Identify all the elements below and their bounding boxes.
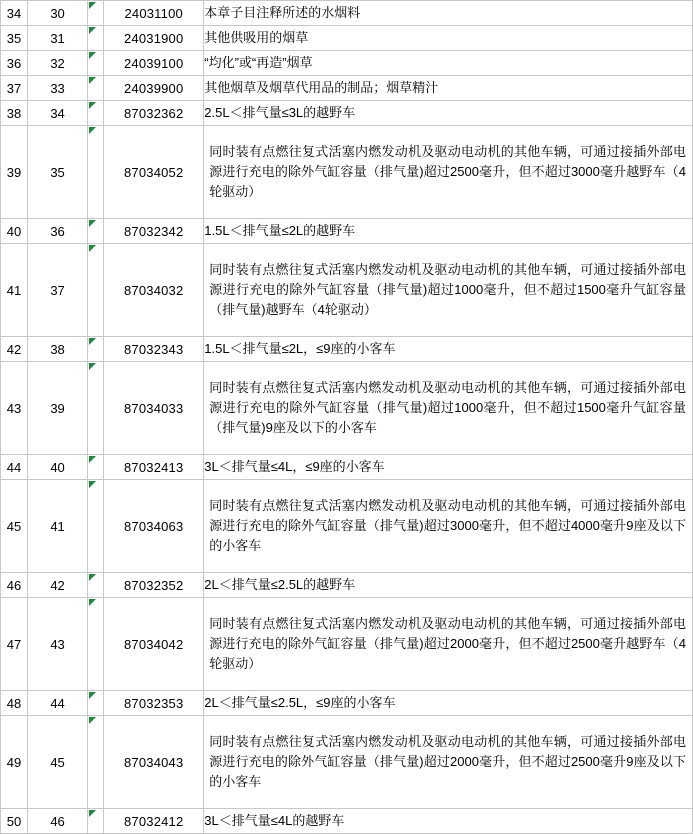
sequence-cell[interactable]: 33 (28, 76, 88, 101)
sequence-cell[interactable]: 35 (28, 126, 88, 219)
sequence-cell[interactable]: 36 (28, 219, 88, 244)
table-row[interactable] (1, 455, 693, 480)
green-corner-marker-icon (89, 52, 96, 59)
flag-cell[interactable] (88, 362, 104, 455)
hs-code-cell[interactable]: 24039100 (104, 51, 204, 76)
table-row[interactable] (1, 101, 693, 126)
row-header-cell[interactable]: 46 (1, 573, 28, 598)
row-header-cell[interactable]: 39 (1, 126, 28, 219)
green-corner-marker-icon (89, 363, 96, 370)
flag-cell[interactable] (88, 337, 104, 362)
row-header-cell[interactable]: 35 (1, 26, 28, 51)
row-header-cell[interactable]: 38 (1, 101, 28, 126)
row-header-cell[interactable]: 34 (1, 1, 28, 26)
sequence-cell[interactable]: 38 (28, 337, 88, 362)
table-row[interactable] (1, 244, 693, 337)
description-cell[interactable]: 2.5L＜排气量≤3L的越野车 (204, 101, 693, 126)
flag-cell[interactable] (88, 1, 104, 26)
description-cell[interactable]: 1.5L＜排气量≤2L的越野车 (204, 219, 693, 244)
description-cell[interactable]: 本章子目注释所述的水烟料 (204, 1, 693, 26)
spreadsheet-body (1, 1, 693, 834)
sequence-cell[interactable]: 39 (28, 362, 88, 455)
description-cell[interactable]: 同时装有点燃往复式活塞内燃发动机及驱动电动机的其他车辆，可通过接插外部电源进行充电的除外气缸容量（排气量)超过2000毫升，但不超过2500毫升越野车（4轮驱动） (204, 598, 693, 691)
description-cell[interactable]: 同时装有点燃往复式活塞内燃发动机及驱动电动机的其他车辆，可通过接插外部电源进行充电的除外气缸容量（排气量)超过2500毫升，但不超过3000毫升越野车（4轮驱动） (204, 126, 693, 219)
sequence-cell[interactable]: 31 (28, 26, 88, 51)
green-corner-marker-icon (89, 574, 96, 581)
flag-cell[interactable] (88, 51, 104, 76)
row-header-cell[interactable]: 40 (1, 219, 28, 244)
table-row[interactable] (1, 1, 693, 26)
hs-code-cell[interactable]: 87032353 (104, 691, 204, 716)
description-cell[interactable]: 1.5L＜排气量≤2L，≤9座的小客车 (204, 337, 693, 362)
table-row[interactable] (1, 51, 693, 76)
green-corner-marker-icon (89, 27, 96, 34)
sequence-cell[interactable]: 46 (28, 809, 88, 834)
table-row[interactable] (1, 219, 693, 244)
row-header-cell[interactable]: 36 (1, 51, 28, 76)
table-row[interactable] (1, 716, 693, 809)
green-corner-marker-icon (89, 599, 96, 606)
green-corner-marker-icon (89, 220, 96, 227)
description-cell[interactable]: 2L＜排气量≤2.5L，≤9座的小客车 (204, 691, 693, 716)
flag-cell[interactable] (88, 219, 104, 244)
flag-cell[interactable] (88, 716, 104, 809)
hs-code-cell[interactable]: 87034063 (104, 480, 204, 573)
description-cell[interactable]: 2L＜排气量≤2.5L的越野车 (204, 573, 693, 598)
green-corner-marker-icon (89, 127, 96, 134)
row-header-cell[interactable]: 48 (1, 691, 28, 716)
row-header-cell[interactable]: 43 (1, 362, 28, 455)
sequence-cell[interactable]: 40 (28, 455, 88, 480)
hs-code-cell[interactable]: 24031100 (104, 1, 204, 26)
sequence-cell[interactable]: 42 (28, 573, 88, 598)
hs-code-cell[interactable]: 87034033 (104, 362, 204, 455)
description-cell[interactable]: 同时装有点燃往复式活塞内燃发动机及驱动电动机的其他车辆，可通过接插外部电源进行充电的除外气缸容量（排气量)超过1000毫升，但不超过1500毫升气缸容量（排气量)越野车（4轮驱动） (204, 244, 693, 337)
flag-cell[interactable] (88, 126, 104, 219)
sequence-cell[interactable]: 45 (28, 716, 88, 809)
green-corner-marker-icon (89, 717, 96, 724)
sequence-cell[interactable]: 44 (28, 691, 88, 716)
hs-code-cell[interactable]: 24039900 (104, 76, 204, 101)
hs-code-cell[interactable]: 87034032 (104, 244, 204, 337)
hs-code-cell[interactable]: 24031900 (104, 26, 204, 51)
sequence-cell[interactable]: 34 (28, 101, 88, 126)
description-cell[interactable]: 3L＜排气量≤4L，≤9座的小客车 (204, 455, 693, 480)
table-row[interactable] (1, 126, 693, 219)
flag-cell[interactable] (88, 573, 104, 598)
table-row[interactable] (1, 337, 693, 362)
hs-code-cell[interactable]: 87034052 (104, 126, 204, 219)
green-corner-marker-icon (89, 481, 96, 488)
sequence-cell[interactable]: 32 (28, 51, 88, 76)
green-corner-marker-icon (89, 810, 96, 817)
sequence-cell[interactable]: 37 (28, 244, 88, 337)
hs-code-cell[interactable]: 87032352 (104, 573, 204, 598)
row-header-cell[interactable]: 45 (1, 480, 28, 573)
description-cell[interactable]: 其他烟草及烟草代用品的制品；烟草精汁 (204, 76, 693, 101)
green-corner-marker-icon (89, 77, 96, 84)
table-row[interactable] (1, 809, 693, 834)
hs-code-cell[interactable]: 87032342 (104, 219, 204, 244)
row-header-cell[interactable]: 37 (1, 76, 28, 101)
green-corner-marker-icon (89, 456, 96, 463)
hs-code-cell[interactable]: 87032362 (104, 101, 204, 126)
table-row[interactable] (1, 573, 693, 598)
row-header-cell[interactable]: 44 (1, 455, 28, 480)
flag-cell[interactable] (88, 691, 104, 716)
row-header-cell[interactable]: 41 (1, 244, 28, 337)
table-row[interactable] (1, 26, 693, 51)
row-header-cell[interactable]: 49 (1, 716, 28, 809)
flag-cell[interactable] (88, 26, 104, 51)
description-cell[interactable]: 3L＜排气量≤4L的越野车 (204, 809, 693, 834)
hs-code-cell[interactable]: 87034042 (104, 598, 204, 691)
flag-cell[interactable] (88, 598, 104, 691)
row-header-cell[interactable]: 50 (1, 809, 28, 834)
description-cell[interactable]: “均化”或“再造”烟草 (204, 51, 693, 76)
row-header-cell[interactable]: 42 (1, 337, 28, 362)
hs-code-cell[interactable]: 87032412 (104, 809, 204, 834)
sequence-cell[interactable]: 30 (28, 1, 88, 26)
description-cell[interactable]: 其他供吸用的烟草 (204, 26, 693, 51)
green-corner-marker-icon (89, 102, 96, 109)
table-row[interactable] (1, 598, 693, 691)
description-cell[interactable]: 同时装有点燃往复式活塞内燃发动机及驱动电动机的其他车辆，可通过接插外部电源进行充电的除外气缸容量（排气量)超过1000毫升，但不超过1500毫升气缸容量（排气量)9座及以下的小客车 (204, 362, 693, 455)
green-corner-marker-icon (89, 692, 96, 699)
row-header-cell[interactable]: 47 (1, 598, 28, 691)
flag-cell[interactable] (88, 455, 104, 480)
description-cell[interactable]: 同时装有点燃往复式活塞内燃发动机及驱动电动机的其他车辆，可通过接插外部电源进行充电的除外气缸容量（排气量)超过3000毫升，但不超过4000毫升9座及以下的小客车 (204, 480, 693, 573)
hs-code-cell[interactable]: 87032413 (104, 455, 204, 480)
green-corner-marker-icon (89, 245, 96, 252)
sequence-cell[interactable]: 43 (28, 598, 88, 691)
sequence-cell[interactable]: 41 (28, 480, 88, 573)
flag-cell[interactable] (88, 480, 104, 573)
hs-code-cell[interactable]: 87032343 (104, 337, 204, 362)
flag-cell[interactable] (88, 809, 104, 834)
green-corner-marker-icon (89, 2, 96, 9)
green-corner-marker-icon (89, 338, 96, 345)
table-row[interactable] (1, 362, 693, 455)
flag-cell[interactable] (88, 76, 104, 101)
flag-cell[interactable] (88, 244, 104, 337)
table-row[interactable] (1, 76, 693, 101)
description-cell[interactable]: 同时装有点燃往复式活塞内燃发动机及驱动电动机的其他车辆，可通过接插外部电源进行充电的除外气缸容量（排气量)超过2000毫升，但不超过2500毫升9座及以下的小客车 (204, 716, 693, 809)
table-row[interactable] (1, 480, 693, 573)
hs-code-cell[interactable]: 87034043 (104, 716, 204, 809)
table-row[interactable] (1, 691, 693, 716)
flag-cell[interactable] (88, 101, 104, 126)
